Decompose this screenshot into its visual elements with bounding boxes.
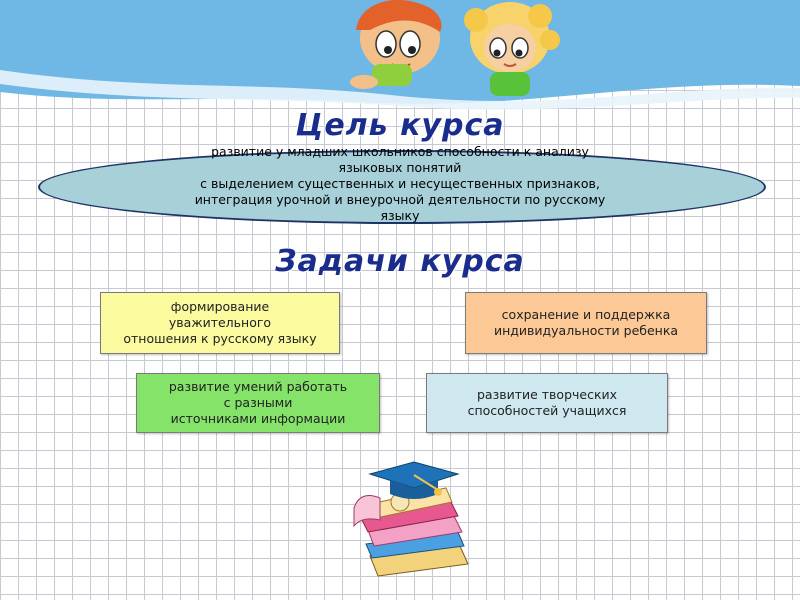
task-box-creativity (426, 373, 668, 433)
task-line: источниками информации (170, 411, 346, 426)
task-line: отношения к русскому языку (123, 331, 317, 346)
task-line: развитие творческих (476, 387, 618, 402)
course-goal-text (120, 144, 680, 224)
books-graduation-cap-icon (340, 460, 480, 590)
task-box-info-skills (136, 373, 380, 433)
task-line: формирование (170, 299, 270, 314)
task-box-individuality (465, 292, 707, 354)
task-line: уважительного (168, 315, 272, 330)
goal-line: развитие у младших школьников способности к анализу (211, 144, 589, 159)
task-line: с разными (223, 395, 293, 410)
goal-line: языку (380, 208, 420, 223)
goal-line: с выделением существенных и несущественных признаков, (200, 176, 600, 191)
task-line: развитие умений работать (168, 379, 348, 394)
task-line: сохранение и поддержка (501, 307, 671, 322)
course-goal-title: Цель курса (295, 108, 505, 143)
book-stack (354, 488, 468, 576)
task-box-respect (100, 292, 340, 354)
goal-line: интеграция урочной и внеурочной деятельности по русскому (194, 192, 606, 207)
course-tasks-title: Задачи курса (275, 244, 525, 279)
task-line: индивидуальности ребенка (493, 323, 679, 338)
header-banner (0, 0, 800, 115)
task-line: способностей учащихся (467, 403, 627, 418)
goal-line: языковых понятий (338, 160, 462, 175)
